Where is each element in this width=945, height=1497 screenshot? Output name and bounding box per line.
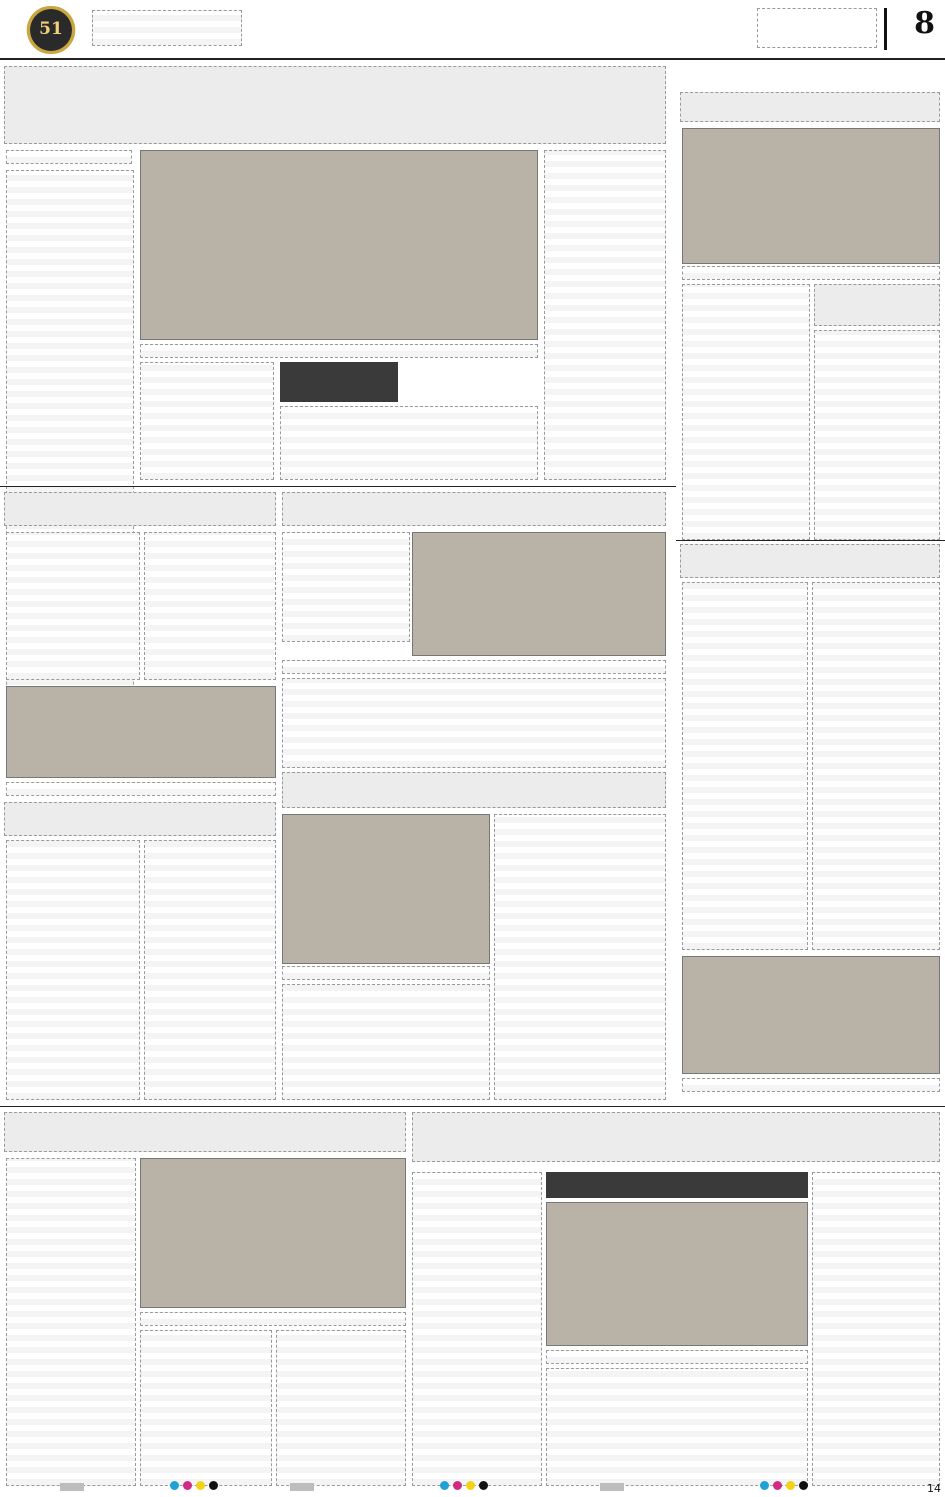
bus-service-body-col-2 <box>140 1330 272 1486</box>
row-divider-2 <box>0 1106 945 1107</box>
grievance-caption <box>682 1078 940 1092</box>
magenta-dot <box>183 1481 192 1490</box>
cyan-dot <box>170 1481 179 1490</box>
road-blockade-caption <box>282 660 666 674</box>
road-blockade-headline-placeholder <box>282 492 666 526</box>
yellow-dot <box>196 1481 205 1490</box>
print-bar-2 <box>290 1483 314 1491</box>
liquor-body-col-1 <box>282 984 490 1100</box>
print-bar-1 <box>60 1483 84 1491</box>
road-blockade-photo <box>412 532 666 656</box>
row-divider-1 <box>0 486 676 487</box>
lead-photo-caption <box>140 344 538 358</box>
grievance-photo <box>682 956 940 1074</box>
print-dots-3 <box>760 1481 820 1491</box>
festival-photo <box>546 1202 808 1346</box>
lead-body-col-2 <box>140 362 274 480</box>
print-dots-2 <box>440 1481 500 1491</box>
grievance-headline-placeholder <box>680 544 940 578</box>
lead-body-col-3 <box>544 150 666 480</box>
black-dot <box>799 1481 808 1490</box>
water-supply-caption <box>682 266 940 280</box>
masthead-divider <box>884 8 887 50</box>
spiritual-headline-placeholder <box>412 1112 940 1162</box>
newspaper-logo <box>22 6 80 54</box>
bus-service-headline-placeholder <box>4 1112 406 1152</box>
black-dot <box>209 1481 218 1490</box>
water-supply-photo <box>682 128 940 264</box>
print-bar-3 <box>600 1483 624 1491</box>
liquor-caption <box>282 966 490 980</box>
festival-caption <box>546 1350 808 1364</box>
lead-subhead-banner <box>280 362 398 402</box>
right-divider-1 <box>676 540 945 541</box>
lead-headline-placeholder <box>4 66 666 144</box>
spiritual-body-col-3 <box>812 1172 940 1486</box>
yellow-dot <box>466 1481 475 1490</box>
liquor-body-col-2 <box>494 814 666 1100</box>
grievance-body-col-1 <box>682 582 808 950</box>
lead-body-col-1 <box>6 170 134 770</box>
yellow-dot <box>786 1481 795 1490</box>
complaint-body-col-2 <box>144 532 276 680</box>
black-dot <box>479 1481 488 1490</box>
cyan-dot <box>440 1481 449 1490</box>
complaint-photo <box>6 686 276 778</box>
bus-service-body-col-1 <box>6 1158 136 1486</box>
ward-member-body-col-2 <box>144 840 276 1100</box>
water-supply-headline-placeholder <box>680 92 940 122</box>
lead-photo <box>140 150 538 340</box>
complaint-body-col-1 <box>6 532 140 680</box>
bus-shelter-photo <box>140 1158 406 1308</box>
water-supply-body <box>682 284 810 540</box>
dateline-placeholder <box>92 10 242 46</box>
cyan-dot <box>760 1481 769 1490</box>
section-name-placeholder <box>757 8 877 48</box>
lead-dateline-placeholder <box>6 150 132 164</box>
road-blockade-body-intro <box>282 532 410 642</box>
masthead-rule <box>0 58 945 60</box>
print-dots-1 <box>170 1481 230 1491</box>
liquor-photo <box>282 814 490 964</box>
lead-body-col-2b <box>280 406 538 480</box>
spiritual-body-col-1 <box>412 1172 542 1486</box>
logo-anniversary-number: 51 <box>39 19 63 39</box>
complaint-caption <box>6 782 276 796</box>
liquor-headline-placeholder <box>282 772 666 808</box>
road-blockade-body <box>282 678 666 768</box>
tubewell-headline-placeholder <box>814 284 940 326</box>
complaint-headline-placeholder <box>4 492 276 526</box>
grievance-body-col-2 <box>812 582 940 950</box>
tubewell-body <box>814 330 940 540</box>
magenta-dot <box>453 1481 462 1490</box>
corner-page-number: 14 <box>927 1482 941 1495</box>
magenta-dot <box>773 1481 782 1490</box>
ward-member-headline-placeholder <box>4 802 276 836</box>
ward-member-body-col-1 <box>6 840 140 1100</box>
page-number: 8 <box>914 6 935 41</box>
festival-banner <box>546 1172 808 1198</box>
bus-shelter-caption <box>140 1312 406 1326</box>
bus-service-body-col-3 <box>276 1330 406 1486</box>
spiritual-body-col-2 <box>546 1368 808 1486</box>
